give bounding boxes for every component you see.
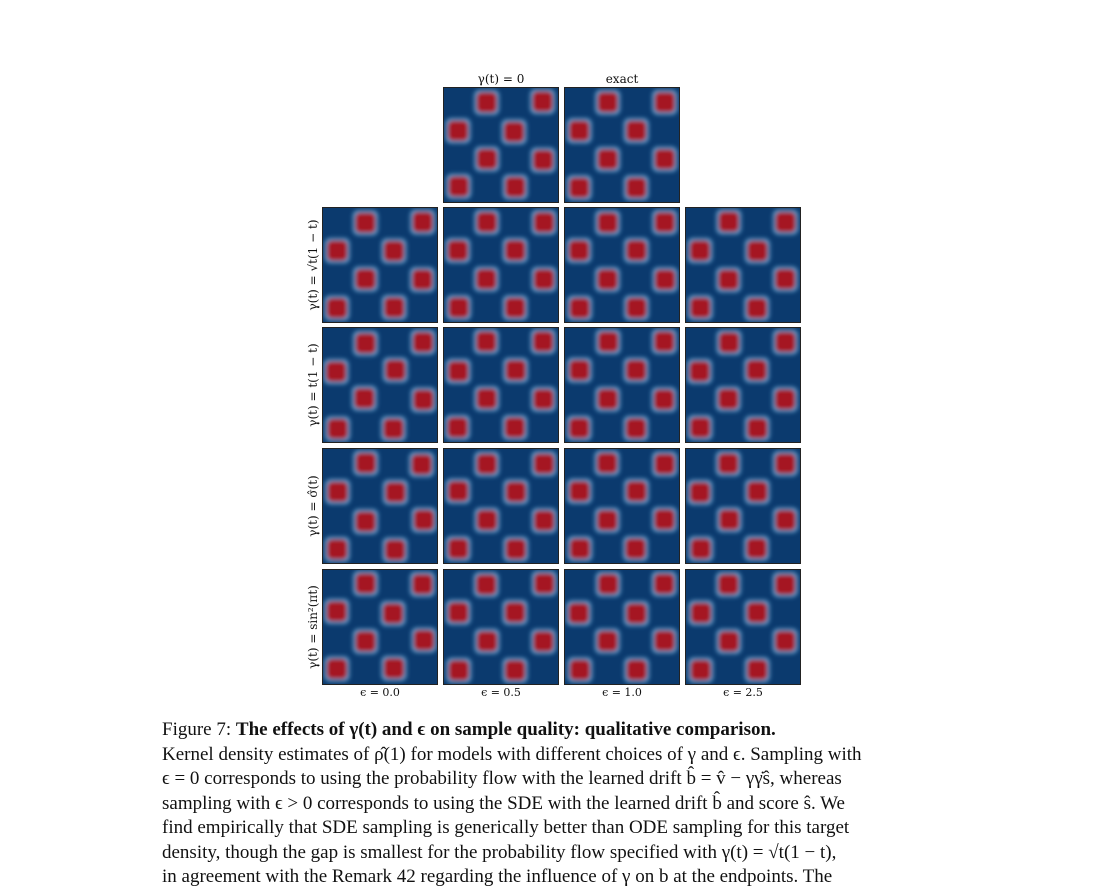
density-blob <box>502 174 528 200</box>
density-blob <box>595 210 621 236</box>
figure-caption <box>162 718 944 890</box>
caption-line: density, though the gap is smallest for the probability flow specified with γ(t) = √t(1 − t), <box>162 841 837 863</box>
density-blob <box>324 537 350 563</box>
density-blob <box>688 600 714 626</box>
density-blob <box>773 329 799 355</box>
row-label-sigma: γ(t) = σ̂(t) <box>306 475 320 537</box>
density-plot <box>444 570 558 684</box>
density-blob <box>567 657 593 683</box>
density-blob <box>445 478 471 504</box>
density-blob <box>353 629 379 655</box>
col-label-eps-1: ϵ = 1.0 <box>602 686 642 699</box>
density-plot <box>565 570 679 684</box>
density-blob <box>567 118 593 144</box>
density-blob <box>446 174 472 200</box>
density-blob <box>531 386 557 412</box>
density-blob <box>409 452 435 478</box>
panel-r3-c1 <box>322 448 438 564</box>
density-plot <box>323 449 437 563</box>
caption-title: The effects of γ(t) and ϵ on sample quality: qualitative comparison. <box>235 719 776 740</box>
density-blob <box>687 359 713 384</box>
panel-exact <box>564 87 680 203</box>
density-blob <box>380 601 406 627</box>
density-blob <box>411 507 437 533</box>
density-blob <box>446 295 472 321</box>
density-blob <box>474 329 500 355</box>
panel-r4-c2 <box>443 569 559 685</box>
density-blob <box>353 210 379 236</box>
density-blob <box>688 536 714 562</box>
density-blob <box>744 295 770 321</box>
density-blob <box>474 507 499 532</box>
panel-r4-c3 <box>564 569 680 685</box>
density-blob <box>474 266 500 292</box>
density-plot <box>565 328 679 442</box>
caption-line: find empirically that SDE sampling is generically better than ODE sampling for this target <box>162 817 850 838</box>
density-blob <box>652 451 678 477</box>
density-blob <box>566 600 592 626</box>
density-blob <box>623 536 649 562</box>
density-plot <box>323 328 437 442</box>
density-plot <box>565 208 679 322</box>
density-blob <box>623 357 649 383</box>
title-exact: exact <box>605 72 639 86</box>
density-blob <box>445 118 471 144</box>
density-blob <box>716 209 742 235</box>
density-blob <box>688 657 714 683</box>
density-blob <box>772 628 798 654</box>
density-blob <box>502 600 528 626</box>
density-blob <box>383 480 409 506</box>
caption-line: sampling with ϵ > 0 corresponds to using the SDE with the learned drift b̂ and score ŝ. We <box>162 792 845 814</box>
density-blob <box>595 329 621 355</box>
density-blob <box>353 331 379 357</box>
density-blob <box>474 90 500 116</box>
density-plot <box>686 208 800 322</box>
density-blob <box>594 450 620 476</box>
density-blob <box>381 295 407 321</box>
density-blob <box>531 629 557 655</box>
row-label-linear: γ(t) = t(1 − t) <box>306 343 320 427</box>
density-blob <box>324 599 350 625</box>
density-plot <box>444 328 558 442</box>
panel-r1-c1 <box>322 207 438 323</box>
density-blob <box>567 175 593 201</box>
density-blob <box>446 358 472 384</box>
density-blob <box>383 357 409 383</box>
density-blob <box>651 571 677 597</box>
density-blob <box>567 536 593 562</box>
density-blob <box>688 295 714 321</box>
density-blob <box>446 536 472 562</box>
caption-line: Kernel density estimates of ρ̂(1) for models with different choices of γ and ϵ. Sampling with <box>162 743 862 765</box>
panel-r3-c2 <box>443 448 559 564</box>
density-blob <box>501 119 527 145</box>
density-blob <box>445 415 471 441</box>
density-blob <box>531 508 557 534</box>
density-blob <box>773 209 799 235</box>
panel-r2-c1 <box>322 327 438 443</box>
density-blob <box>716 267 742 293</box>
density-plot <box>686 570 800 684</box>
density-blob <box>716 451 742 477</box>
density-blob <box>595 147 621 173</box>
panel-r2-c2 <box>443 327 559 443</box>
density-blob <box>567 478 593 504</box>
density-blob <box>687 238 713 264</box>
density-blob <box>410 267 436 293</box>
density-blob <box>503 536 529 562</box>
density-blob <box>595 90 621 116</box>
density-blob <box>595 571 621 597</box>
density-blob <box>652 147 678 173</box>
density-blob <box>353 266 379 291</box>
density-blob <box>772 572 798 598</box>
caption-label: Figure 7: <box>162 719 232 740</box>
density-blob <box>530 147 556 173</box>
col-label-eps-05: ϵ = 0.5 <box>481 686 521 699</box>
density-blob <box>473 572 499 598</box>
density-blob <box>531 451 557 477</box>
density-plot <box>686 328 800 442</box>
density-blob <box>687 415 713 441</box>
panel-r1-c2 <box>443 207 559 323</box>
density-blob <box>745 479 771 505</box>
density-blob <box>410 209 436 235</box>
density-blob <box>382 537 408 563</box>
panel-r3-c3 <box>564 448 680 564</box>
density-blob <box>624 238 650 264</box>
density-blob <box>716 507 742 533</box>
density-plot <box>444 449 558 563</box>
density-blob <box>624 657 650 683</box>
row-label-sin: γ(t) = sin²(πt) <box>306 585 320 669</box>
density-blob <box>325 238 351 264</box>
density-blob <box>652 209 678 235</box>
caption-line: in agreement with the Remark 42 regarding the influence of γ on b at the endpoints. The <box>162 866 833 887</box>
density-blob <box>502 415 528 441</box>
density-blob <box>567 295 593 321</box>
panel-r1-c3 <box>564 207 680 323</box>
density-blob <box>323 359 349 385</box>
density-blob <box>745 657 771 683</box>
col-label-eps-0: ϵ = 0.0 <box>360 686 400 699</box>
panel-r2-c4 <box>685 327 801 443</box>
density-blob <box>744 535 770 561</box>
density-blob <box>532 571 558 597</box>
density-blob <box>595 267 621 293</box>
panel-r4-c4 <box>685 569 801 685</box>
density-blob <box>651 387 677 413</box>
density-blob <box>687 480 713 505</box>
density-blob <box>716 572 742 598</box>
density-blob <box>325 416 351 442</box>
title-gamma-zero: γ(t) = 0 <box>477 72 525 86</box>
density-blob <box>531 210 557 236</box>
density-blob <box>474 209 500 235</box>
density-blob <box>566 415 592 441</box>
density-blob <box>623 416 649 442</box>
density-blob <box>531 267 557 293</box>
density-blob <box>716 386 742 412</box>
density-blob <box>652 267 678 293</box>
density-blob <box>652 507 678 532</box>
density-blob <box>502 238 528 264</box>
density-plot <box>323 570 437 684</box>
density-blob <box>352 385 378 410</box>
density-blob <box>530 89 556 115</box>
density-blob <box>353 571 379 597</box>
density-blob <box>773 266 799 292</box>
panel-r4-c1 <box>322 569 438 685</box>
density-blob <box>624 118 650 144</box>
density-blob <box>624 175 650 201</box>
density-blob <box>624 601 650 627</box>
density-plot <box>444 88 558 202</box>
density-blob <box>446 600 472 626</box>
panel-r2-c3 <box>564 327 680 443</box>
density-blob <box>624 295 650 321</box>
density-blob <box>503 357 528 383</box>
density-blob <box>324 656 350 682</box>
density-plot <box>444 208 558 322</box>
row-label-sqrt: γ(t) = √t(1 − t) <box>306 219 320 311</box>
density-blob <box>503 479 529 505</box>
density-blob <box>744 600 770 626</box>
density-blob <box>624 479 650 505</box>
density-blob <box>744 357 770 383</box>
density-blob <box>474 628 500 654</box>
density-blob <box>652 628 678 654</box>
density-blob <box>410 572 436 598</box>
density-blob <box>530 329 556 355</box>
col-label-eps-25: ϵ = 2.5 <box>723 686 763 699</box>
density-blob <box>773 451 799 477</box>
density-blob <box>716 330 742 356</box>
density-blob <box>474 451 500 477</box>
density-blob <box>381 238 407 264</box>
density-blob <box>502 658 527 684</box>
density-plot <box>565 449 679 563</box>
density-blob <box>773 507 799 533</box>
density-blob <box>772 387 798 413</box>
panel-gamma-zero <box>443 87 559 203</box>
panel-r3-c4 <box>685 448 801 564</box>
density-blob <box>410 329 436 355</box>
density-blob <box>381 416 407 442</box>
density-blob <box>474 386 500 412</box>
density-blob <box>474 146 500 172</box>
density-blob <box>567 357 593 382</box>
density-blob <box>324 295 350 321</box>
density-blob <box>445 238 471 264</box>
density-plot <box>686 449 800 563</box>
density-blob <box>566 238 592 264</box>
density-blob <box>411 627 437 653</box>
density-blob <box>595 628 621 654</box>
density-blob <box>595 508 621 534</box>
density-plot <box>323 208 437 322</box>
density-blob <box>595 386 621 412</box>
panel-r1-c4 <box>685 207 801 323</box>
density-blob <box>502 295 527 321</box>
caption-line: ϵ = 0 corresponds to using the probability flow with the learned drift b̂ = v̂ − γγ̇ŝ, whereas <box>162 768 842 789</box>
density-blob <box>652 90 678 116</box>
density-blob <box>353 509 379 535</box>
density-blob <box>411 387 437 413</box>
density-blob <box>716 629 742 655</box>
density-plot <box>565 88 679 202</box>
density-blob <box>446 658 472 684</box>
density-blob <box>651 329 677 355</box>
density-blob <box>325 479 351 505</box>
density-blob <box>353 450 379 476</box>
density-blob <box>381 656 407 682</box>
density-blob <box>745 238 771 264</box>
density-blob <box>745 416 771 442</box>
